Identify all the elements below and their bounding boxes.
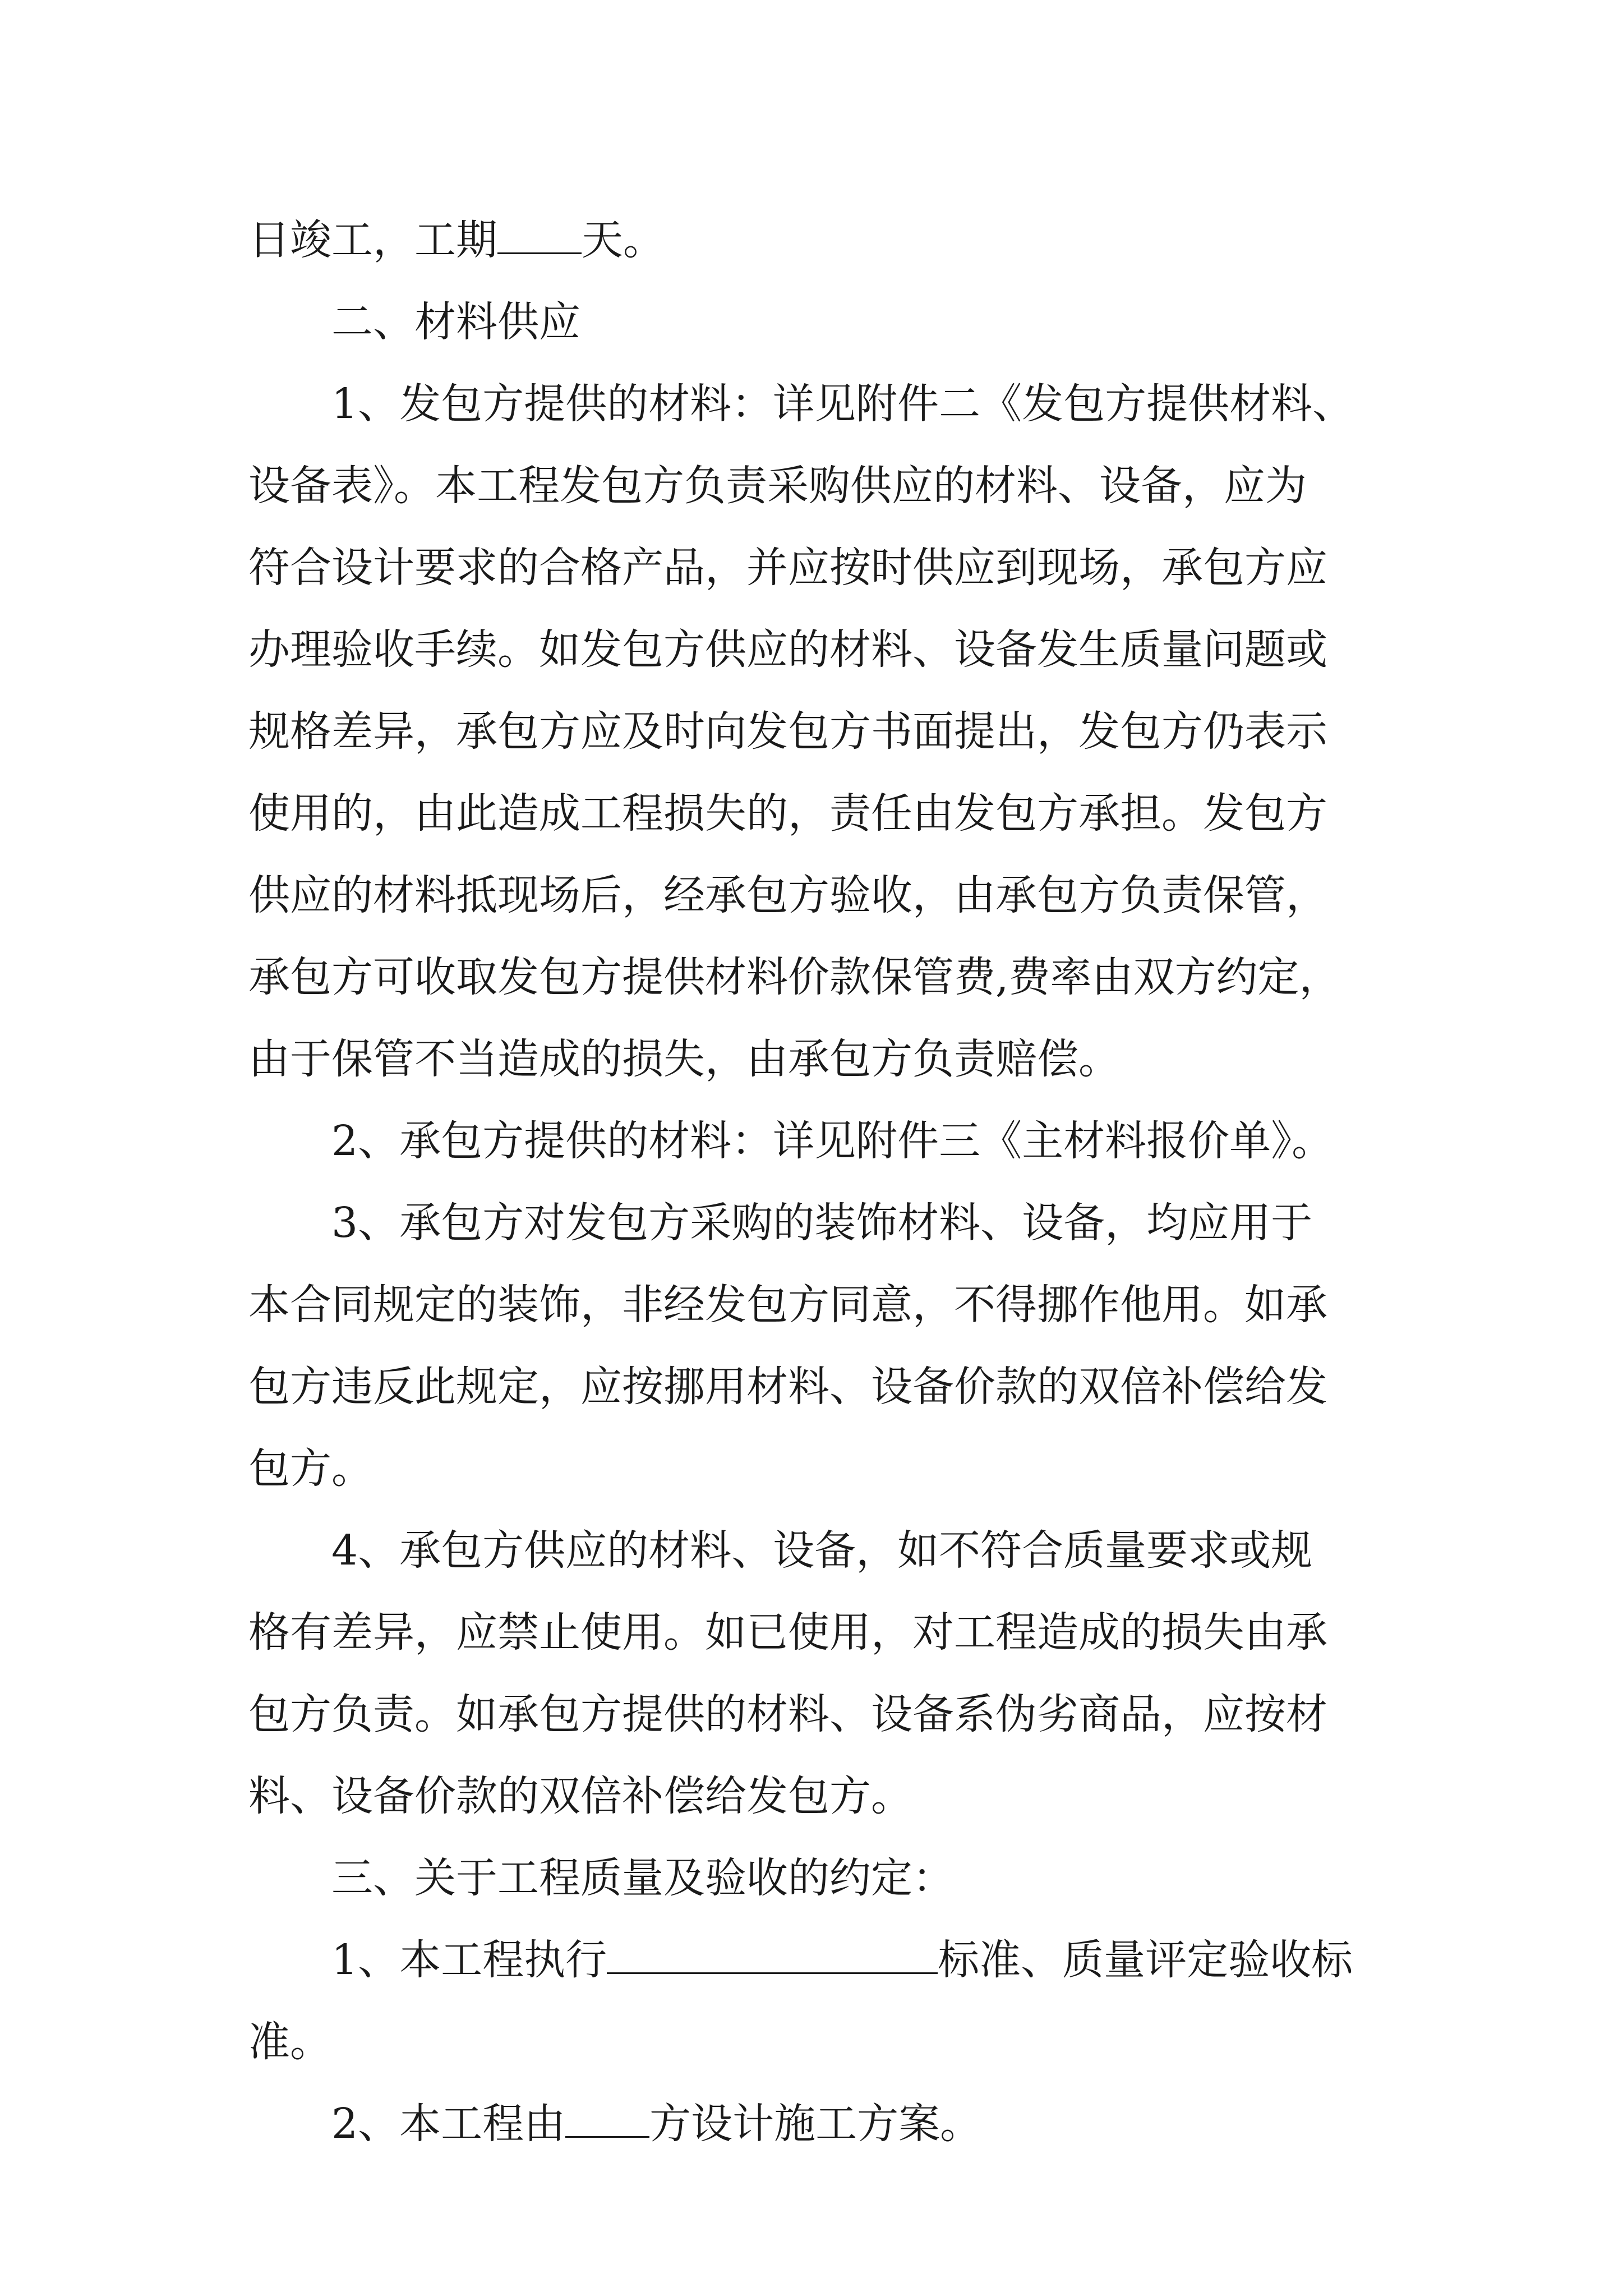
text-segment: 2、本工程由 xyxy=(331,2100,566,2148)
contract-body xyxy=(248,199,1387,2165)
paragraph-line: 3、承包方对发包方采购的装饰材料、设备，均应用于 xyxy=(331,1199,1313,1247)
text-segment: 1、本工程执行 xyxy=(331,1936,607,1984)
section-heading-quality-acceptance: 三、关于工程质量及验收的约定： xyxy=(331,1854,954,1902)
blank-duration-days xyxy=(497,218,582,254)
section-heading-material-supply: 二、材料供应 xyxy=(331,298,580,346)
paragraph-line xyxy=(248,199,1387,281)
paragraph-line: 1、发包方提供的材料：详见附件二《发包方提供材料、 xyxy=(331,380,1354,428)
paragraph-line xyxy=(248,1919,1387,2001)
paragraph-line: 承包方可收取发包方提供材料价款保管费,费率由双方约定， xyxy=(248,953,1341,1001)
paragraph-line: 准。 xyxy=(248,2018,331,2066)
text-segment: 标准、质量评定验收标 xyxy=(938,1936,1353,1984)
paragraph-line: 包方违反此规定，应按挪用材料、设备价款的双倍补偿给发 xyxy=(248,1363,1327,1411)
paragraph-line: 办理验收手续。如发包方供应的材料、设备发生质量问题或 xyxy=(248,625,1327,674)
paragraph-line: 格有差异，应禁止使用。如已使用，对工程造成的损失由承 xyxy=(248,1608,1327,1657)
paragraph-line: 2、承包方提供的材料：详见附件三《主材料报价单》。 xyxy=(331,1117,1334,1165)
text-segment: 日竣工，工期 xyxy=(248,216,497,264)
paragraph-line: 规格差异，承包方应及时向发包方书面提出，发包方仍表示 xyxy=(248,707,1327,756)
blank-design-party xyxy=(565,2101,649,2138)
paragraph-line: 包方负责。如承包方提供的材料、设备系伪劣商品，应按材 xyxy=(248,1690,1327,1738)
paragraph-line: 设备表》。本工程发包方负责采购供应的材料、设备，应为 xyxy=(248,462,1307,510)
blank-standard xyxy=(607,1938,938,1974)
paragraph-line: 供应的材料抵现场后，经承包方验收，由承包方负责保管， xyxy=(248,871,1327,919)
paragraph-line: 包方。 xyxy=(248,1444,373,1493)
paragraph-line: 使用的，由此造成工程损失的，责任由发包方承担。发包方 xyxy=(248,789,1327,838)
text-segment: 方设计施工方案。 xyxy=(649,2100,982,2148)
text-segment: 天。 xyxy=(582,216,665,264)
paragraph-line: 料、设备价款的双倍补偿给发包方。 xyxy=(248,1772,912,1820)
paragraph-line: 符合设计要求的合格产品，并应按时供应到现场，承包方应 xyxy=(248,544,1327,592)
paragraph-line: 4、承包方供应的材料、设备，如不符合质量要求或规 xyxy=(331,1526,1313,1575)
paragraph-line xyxy=(248,2083,1387,2165)
paragraph-line: 由于保管不当造成的损失，由承包方负责赔偿。 xyxy=(248,1035,1120,1083)
paragraph-line: 本合同规定的装饰，非经发包方同意，不得挪作他用。如承 xyxy=(248,1281,1327,1329)
